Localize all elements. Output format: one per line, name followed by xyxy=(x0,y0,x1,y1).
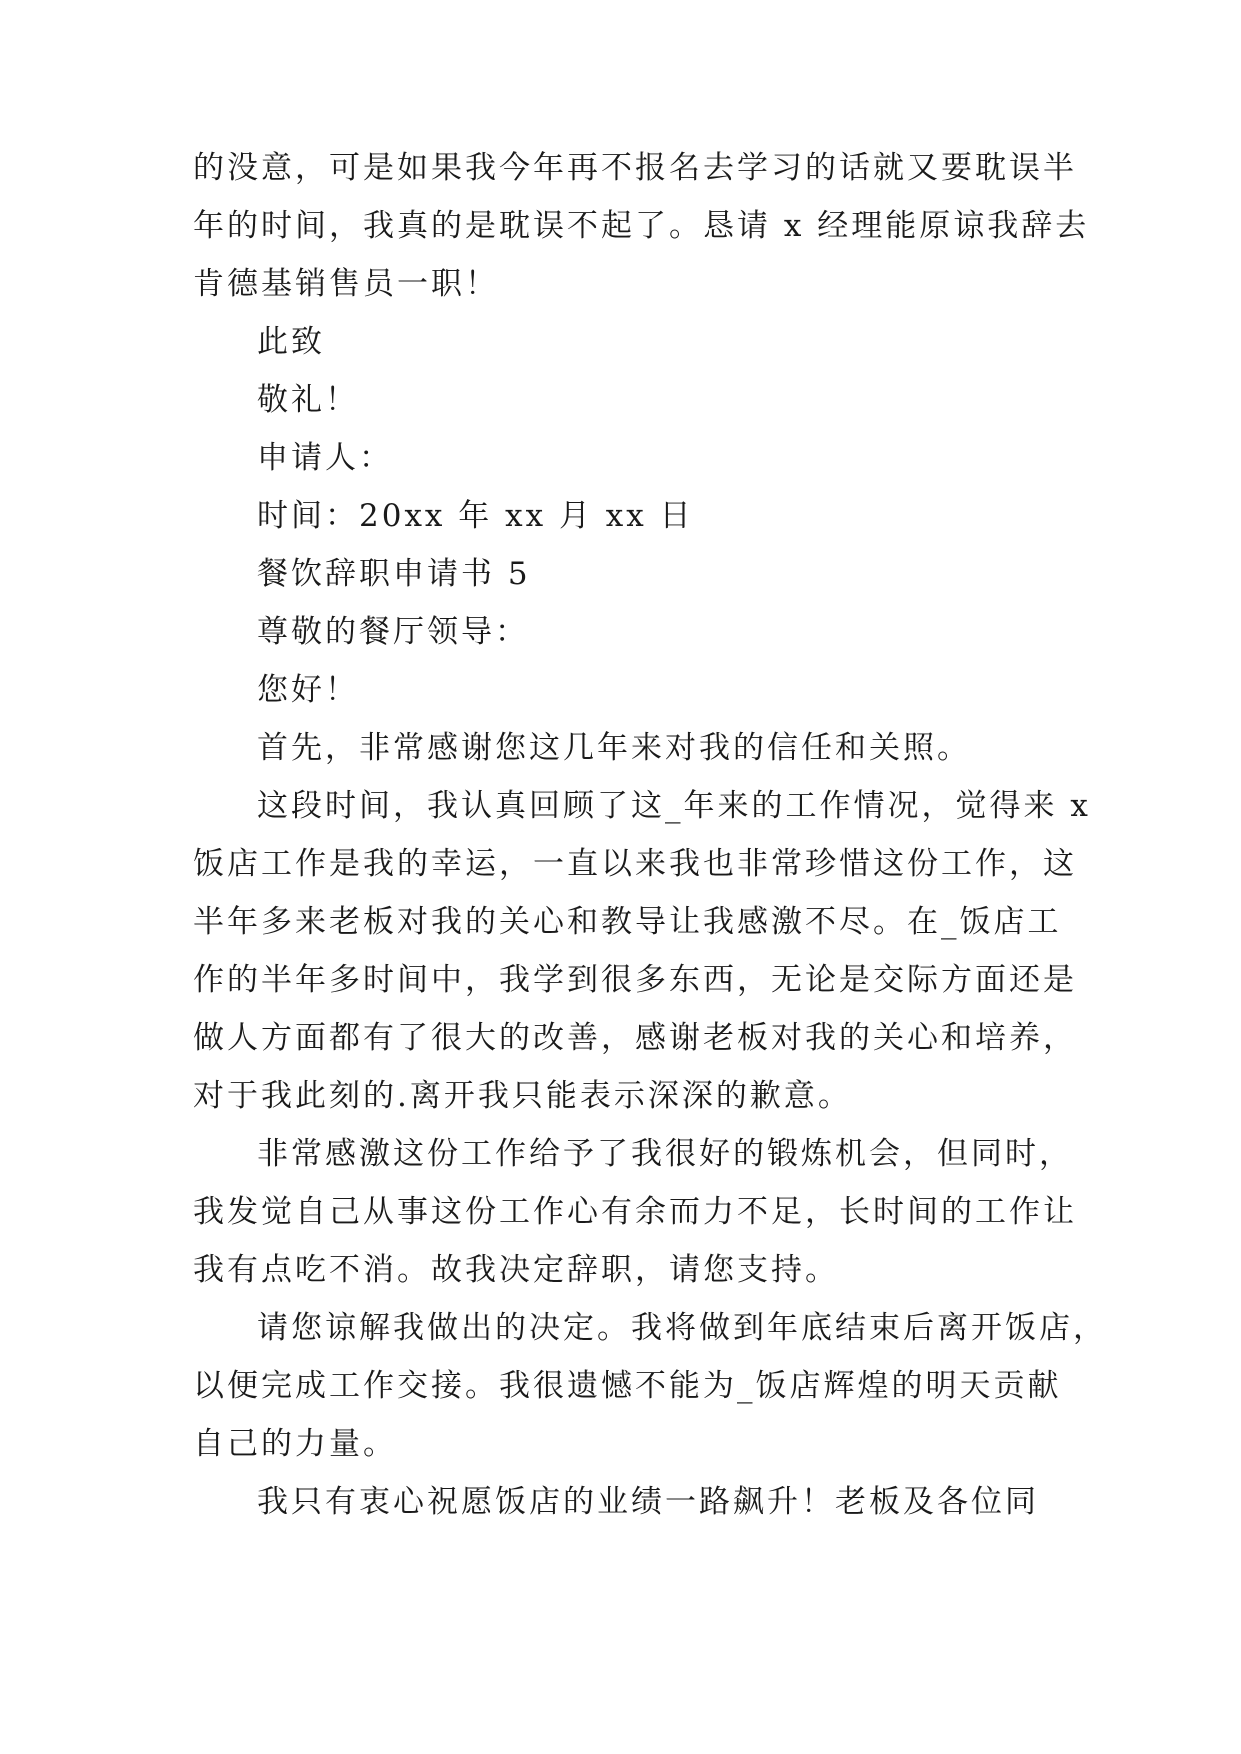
letter-salutation: 尊敬的餐厅领导： xyxy=(257,614,529,650)
closing-regards: 敬礼！ xyxy=(257,382,359,418)
paragraph-first-line: 这段时间，我认真回顾了这_年来的工作情况，觉得来 x xyxy=(257,788,1091,824)
body-line: 做人方面都有了很大的改善，感谢老板对我的关心和培养， xyxy=(193,1020,1077,1056)
paragraph-first-line: 首先，非常感谢您这几年来对我的信任和关照。 xyxy=(257,730,971,766)
closing-salutation: 此致 xyxy=(257,324,325,360)
greeting: 您好！ xyxy=(257,672,359,708)
paragraph-first-line: 请您谅解我做出的决定。我将做到年底结束后离开饭店， xyxy=(257,1310,1107,1346)
body-line: 自己的力量。 xyxy=(193,1426,397,1462)
paragraph-first-line: 我只有衷心祝愿饭店的业绩一路飙升！老板及各位同 xyxy=(257,1484,1039,1520)
body-line: 年的时间，我真的是耽误不起了。恳请 x 经理能原谅我辞去 xyxy=(193,208,1090,244)
body-line: 半年多来老板对我的关心和教导让我感激不尽。在_饭店工 xyxy=(193,904,1062,940)
body-line: 对于我此刻的.离开我只能表示深深的歉意。 xyxy=(193,1078,852,1114)
body-line: 我有点吃不消。故我决定辞职，请您支持。 xyxy=(193,1252,839,1288)
body-line: 饭店工作是我的幸运，一直以来我也非常珍惜这份工作，这 xyxy=(193,846,1077,882)
body-line: 作的半年多时间中，我学到很多东西，无论是交际方面还是 xyxy=(193,962,1077,998)
body-line: 我发觉自己从事这份工作心有余而力不足，长时间的工作让 xyxy=(193,1194,1077,1230)
body-line: 以便完成工作交接。我很遗憾不能为_饭店辉煌的明天贡献 xyxy=(193,1368,1062,1404)
letter-title: 餐饮辞职申请书 5 xyxy=(257,556,531,592)
paragraph-first-line: 非常感激这份工作给予了我很好的锻炼机会，但同时， xyxy=(257,1136,1073,1172)
body-line: 的没意，可是如果我今年再不报名去学习的话就又要耽误半 xyxy=(193,150,1077,186)
body-line: 肯德基销售员一职！ xyxy=(193,266,499,302)
applicant-label: 申请人： xyxy=(257,440,393,476)
date-line: 时间：20xx 年 xx 月 xx 日 xyxy=(257,498,694,534)
